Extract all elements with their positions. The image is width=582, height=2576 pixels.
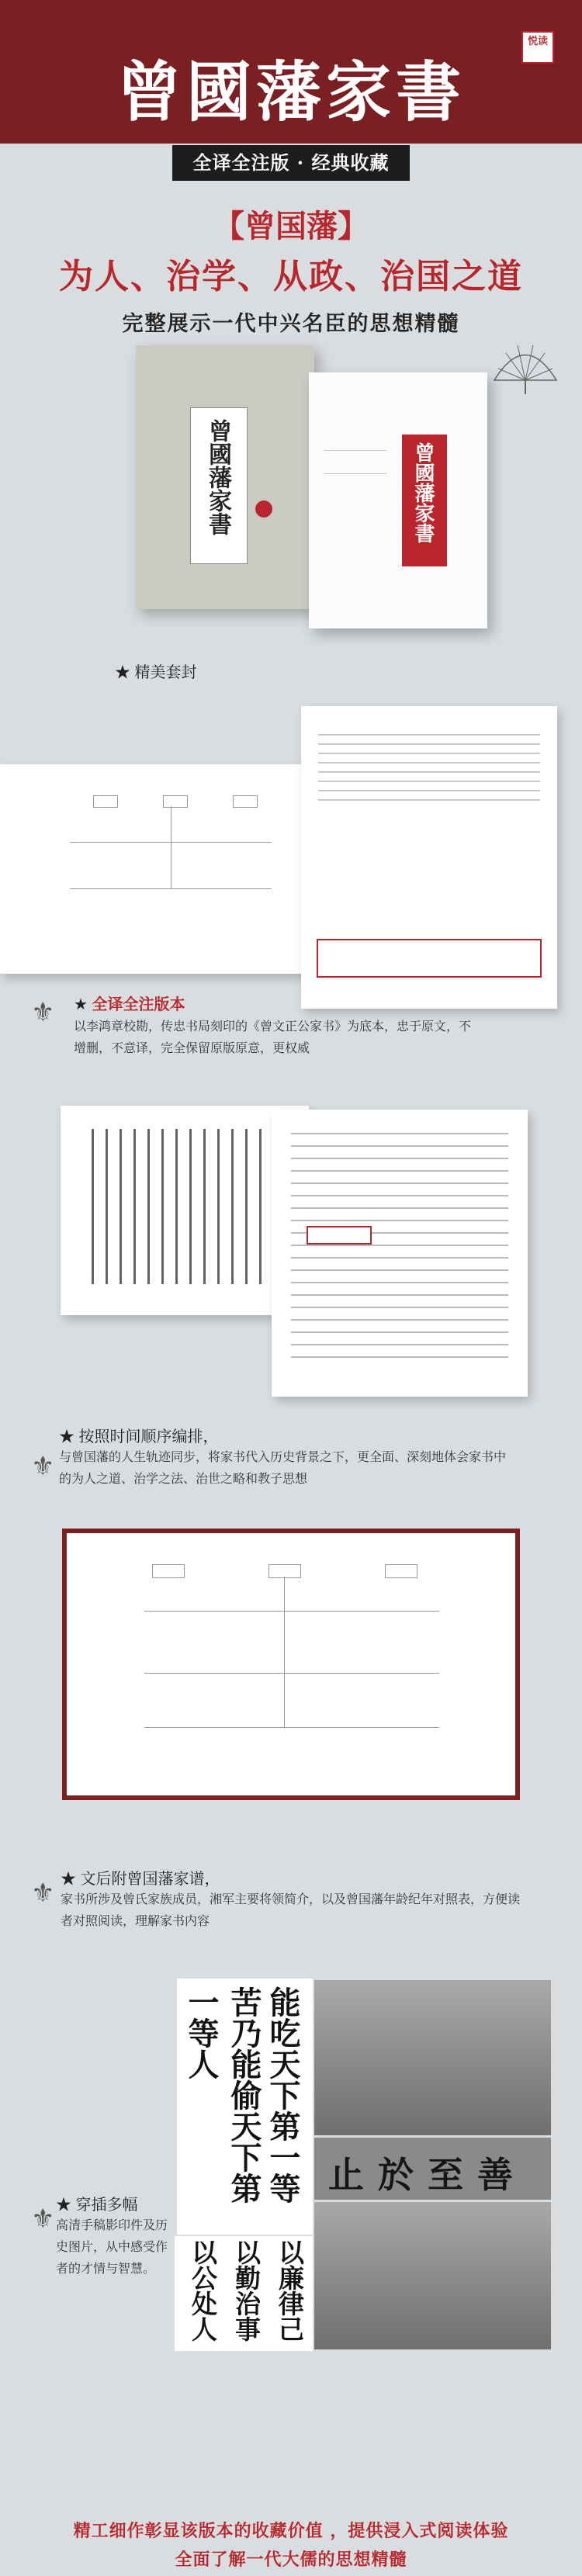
tree-node xyxy=(152,1564,185,1578)
table-of-contents-page xyxy=(272,1110,528,1397)
name-banner: 【曾国藩】 xyxy=(213,208,369,244)
calligraphy-column: 以公处人 xyxy=(188,2239,218,2342)
cover-line xyxy=(324,450,386,451)
ornament-icon: ⚜ xyxy=(31,1451,55,1482)
plaque-photo xyxy=(314,2138,551,2200)
tree-node xyxy=(93,795,118,808)
tree-connector xyxy=(144,1673,439,1674)
text-line xyxy=(318,743,540,745)
text-line xyxy=(318,753,540,754)
annotated-text-page xyxy=(301,706,557,1009)
text-line xyxy=(318,734,540,736)
section3-body: 家书所涉及曾氏家族成员，湘军主要将领简介，以及曾国藩年龄纪年对照表，方便读者对照阅读，理解家书内容 xyxy=(61,1893,521,1928)
calligraphy-column: 一等人 xyxy=(183,1986,220,2079)
historical-photo-top xyxy=(314,1980,551,2135)
book-box-case xyxy=(136,345,314,609)
tree-node xyxy=(163,795,188,808)
toc-highlight-box xyxy=(307,1226,372,1245)
manuscript-text xyxy=(92,1129,286,1284)
toc-lines xyxy=(291,1133,508,1366)
ornament-icon: ⚜ xyxy=(31,2204,55,2235)
tree-connector xyxy=(144,1727,439,1728)
edition-subtitle: 全译全注版 · 经典收藏 xyxy=(172,145,410,181)
tree-diagram xyxy=(54,795,279,943)
publisher-seal: 悦读 xyxy=(521,31,554,64)
family-tree-page xyxy=(0,764,326,974)
calligraphy-column: 以廉律己 xyxy=(275,2239,305,2342)
text-line xyxy=(318,790,540,791)
tree-connector xyxy=(284,1577,285,1727)
genealogy-tree xyxy=(129,1564,455,1766)
calligraphy-panel xyxy=(177,1979,313,2235)
tagline: 完整展示一代中兴名臣的思想精髓 xyxy=(122,312,460,336)
book-box-label xyxy=(190,407,248,564)
text-line xyxy=(318,771,540,773)
tree-node xyxy=(385,1564,417,1578)
book-box-seal-icon xyxy=(255,500,272,518)
text-line xyxy=(318,799,540,801)
plaque-text: 止於至善 xyxy=(328,2154,527,2196)
section4-title: ★ 穿插多幅 xyxy=(56,2197,138,2214)
calligraphy-column: 能吃天下第一等 xyxy=(265,1986,301,2204)
footer-line-1: 精工细作彰显该版本的收藏价值 ，提供浸入式阅读体验 xyxy=(73,2521,509,2541)
section2-body: 与曾国藩的人生轨迹同步，将家书代入历史背景之下，更全面、深刻地体会家书中的为人之道、治学之法、治世之略和教子思想 xyxy=(59,1451,507,1486)
section1-star: ★ xyxy=(74,996,88,1013)
tree-connector xyxy=(70,888,272,889)
tree-connector xyxy=(144,1611,439,1612)
book-box-title: 曾國藩家書 xyxy=(204,419,231,535)
ornament-icon: ⚜ xyxy=(31,997,55,1028)
fan-ornament-icon xyxy=(490,334,560,396)
page-title: 曾國藩家書 xyxy=(116,54,466,130)
footer-line-2: 全面了解一代大儒的思想精髓 xyxy=(175,2550,407,2570)
section1-title xyxy=(74,992,185,1014)
annotation-box xyxy=(317,939,542,978)
tree-node xyxy=(233,795,258,808)
section1-title-text: 全译全注版本 xyxy=(92,996,185,1013)
section1-body: 以李鸿章校勘，传忠书局刻印的《曾文正公家书》为底本，忠于原文，不增删，不意译，完全保留原版原意，更权威 xyxy=(74,1020,472,1055)
calligraphy-column: 以勤治事 xyxy=(231,2239,262,2342)
section2-title: ★ 按照时间顺序编排， xyxy=(59,1428,219,1446)
section3-title: ★ 文后附曾国藩家谱， xyxy=(61,1871,220,1888)
calligraphy-column: 苦乃能偷天下第 xyxy=(226,1986,262,2204)
text-line xyxy=(318,762,540,763)
slogan: 为人、治学、从政、治国之道 xyxy=(59,257,523,296)
page-text-block xyxy=(318,734,540,808)
genealogy-frame xyxy=(62,1529,520,1800)
ornament-icon: ⚜ xyxy=(31,1878,55,1909)
cover-line xyxy=(324,473,386,474)
calligraphy-panel-2 xyxy=(175,2236,313,2351)
book-front-title: 曾國藩家書 xyxy=(411,442,435,543)
historical-photo-bottom xyxy=(314,2202,551,2349)
book-front-red-label xyxy=(402,435,447,566)
book-front-cover xyxy=(309,372,487,628)
text-line xyxy=(318,781,540,782)
tree-node xyxy=(268,1564,301,1578)
section4-body: 高清手稿影印件及历史图片，从中感受作者的才情与智慧。 xyxy=(56,2219,168,2276)
book-caption: ★ 精美套封 xyxy=(115,664,197,681)
